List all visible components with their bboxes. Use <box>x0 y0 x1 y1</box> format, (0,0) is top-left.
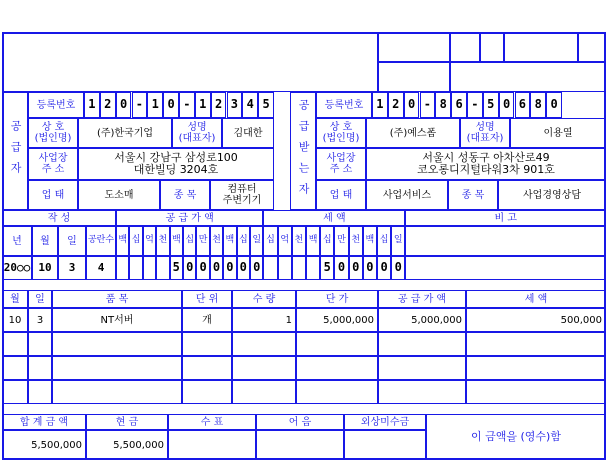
tax-digit: 5 <box>320 256 334 280</box>
summary-month-header: 월 <box>32 226 58 256</box>
supplier-reg-digit: 3 <box>227 92 243 118</box>
buyer-rep-label: 성명 (대표자) <box>460 118 510 148</box>
tax-place-header: 십 <box>377 226 391 256</box>
serial-value <box>450 62 606 92</box>
buyer-type-label: 업 태 <box>316 180 366 210</box>
summary-day: 3 <box>58 256 86 280</box>
tax-place-header: 천 <box>292 226 306 256</box>
footer-cash-header: 현 금 <box>86 414 168 430</box>
items-row-tax: 500,000 <box>466 308 606 332</box>
footer-cash-value: 5,500,000 <box>86 430 168 460</box>
num-unit <box>578 32 606 62</box>
items-header-price: 단 가 <box>296 290 378 308</box>
tax-digit <box>278 256 292 280</box>
buyer-reg-digit: 8 <box>435 92 451 118</box>
buyer-name-label: 상 호 (법인명) <box>316 118 366 148</box>
buyer-reg-digit: - <box>467 92 483 118</box>
items-row-tax <box>466 356 606 380</box>
items-row-month <box>2 380 28 404</box>
items-row-qty <box>232 356 296 380</box>
buyer-reg-digit: 5 <box>483 92 499 118</box>
items-row-unit <box>182 332 232 356</box>
buyer-addr-value: 서울시 성동구 아차산로49 코오롱디지털타워3차 901호 <box>366 148 606 180</box>
buyer-reg-digit: 1 <box>372 92 388 118</box>
tax-digit: 0 <box>349 256 363 280</box>
buyer-addr-label: 사업장 주 소 <box>316 148 366 180</box>
tax-digit <box>306 256 320 280</box>
supply-digit: 0 <box>237 256 250 280</box>
supply-digit: 0 <box>250 256 263 280</box>
supplier-side-label: 공급자 <box>2 92 28 210</box>
footer-total-value: 5,500,000 <box>2 430 86 460</box>
supply-digit <box>129 256 142 280</box>
items-row-name <box>52 356 182 380</box>
footer-check-header: 수 표 <box>168 414 256 430</box>
vol-value <box>450 32 480 62</box>
supplier-reg-digit: 2 <box>100 92 116 118</box>
supply-digit <box>156 256 169 280</box>
items-row-unit: 개 <box>182 308 232 332</box>
tax-place-header: 만 <box>334 226 348 256</box>
tax-place-header: 백 <box>363 226 377 256</box>
supply-place-header: 십 <box>129 226 142 256</box>
supply-place-header: 일 <box>250 226 263 256</box>
tax-digit <box>292 256 306 280</box>
summary-year-header: 년 <box>2 226 32 256</box>
summary-tax-header: 세 액 <box>263 210 405 226</box>
items-header-tax: 세 액 <box>466 290 606 308</box>
supplier-reg-digit: 4 <box>242 92 258 118</box>
items-row-qty <box>232 380 296 404</box>
supply-place-header: 억 <box>143 226 156 256</box>
supplier-reg-digit: 2 <box>211 92 227 118</box>
buyer-reg-digit: - <box>420 92 436 118</box>
items-row-month: 10 <box>2 308 28 332</box>
num-value <box>504 32 578 62</box>
supplier-type-value: 도소매 <box>78 180 160 210</box>
buyer-reg-digit: 6 <box>515 92 531 118</box>
items-row-supply: 5,000,000 <box>378 308 466 332</box>
items-row-name <box>52 380 182 404</box>
buyer-reg-digit: 6 <box>451 92 467 118</box>
items-row-day <box>28 356 52 380</box>
items-row-price <box>296 356 378 380</box>
vol-unit <box>480 32 504 62</box>
supplier-rep-label: 성명 (대표자) <box>172 118 222 148</box>
supply-digit <box>116 256 129 280</box>
items-row-supply <box>378 332 466 356</box>
summary-note-space <box>405 226 606 256</box>
supplier-reg-digit: 1 <box>195 92 211 118</box>
items-row-tax <box>466 380 606 404</box>
supplier-name-label: 상 호 (법인명) <box>28 118 78 148</box>
items-row-month <box>2 332 28 356</box>
supply-place-header: 십 <box>237 226 250 256</box>
tax-digit <box>263 256 277 280</box>
supplier-reg-digit: 1 <box>84 92 100 118</box>
items-row-month <box>2 356 28 380</box>
supply-digit <box>143 256 156 280</box>
supplier-addr-label: 사업장 주 소 <box>28 148 78 180</box>
tax-place-header: 천 <box>349 226 363 256</box>
supplier-reg-digit: - <box>132 92 148 118</box>
supply-place-header: 백 <box>170 226 183 256</box>
supplier-reg-digit: - <box>179 92 195 118</box>
supplier-reg-digit: 0 <box>163 92 179 118</box>
tax-digit: 0 <box>391 256 405 280</box>
supplier-reg-label: 등록번호 <box>28 92 84 118</box>
items-header-qty: 수 량 <box>232 290 296 308</box>
buyer-item-value: 사업경영상담 <box>498 180 606 210</box>
supply-digit: 0 <box>210 256 223 280</box>
summary-note-value <box>405 256 606 280</box>
buyer-item-label: 종 목 <box>448 180 498 210</box>
title-cell <box>2 32 378 92</box>
items-header-name: 품 목 <box>52 290 182 308</box>
summary-day-header: 일 <box>58 226 86 256</box>
items-row-price: 5,000,000 <box>296 308 378 332</box>
summary-year: 20○○ <box>2 256 32 280</box>
supply-digit: 0 <box>183 256 196 280</box>
summary-write-header: 작 성 <box>2 210 116 226</box>
items-row-tax <box>466 332 606 356</box>
supplier-name-value: (주)한국기업 <box>78 118 172 148</box>
vol-label <box>378 32 450 62</box>
items-row-supply <box>378 356 466 380</box>
tax-digit: 0 <box>363 256 377 280</box>
supply-place-header: 만 <box>196 226 209 256</box>
tax-place-header: 억 <box>278 226 292 256</box>
footer-bill-value <box>256 430 344 460</box>
items-row-unit <box>182 356 232 380</box>
tax-place-header: 십 <box>263 226 277 256</box>
items-row-day: 3 <box>28 308 52 332</box>
items-row-supply <box>378 380 466 404</box>
items-header-supply: 공 급 가 액 <box>378 290 466 308</box>
summary-note-header: 비 고 <box>405 210 606 226</box>
items-header-unit: 단 위 <box>182 290 232 308</box>
supply-digit: 5 <box>170 256 183 280</box>
summary-supply-header: 공 급 가 액 <box>116 210 263 226</box>
summary-month: 10 <box>32 256 58 280</box>
supplier-reg-digit: 0 <box>116 92 132 118</box>
footer-total-header: 합 계 금 액 <box>2 414 86 430</box>
items-row-unit <box>182 380 232 404</box>
buyer-reg-digit: 0 <box>499 92 515 118</box>
supply-place-header: 천 <box>156 226 169 256</box>
items-row-qty <box>232 332 296 356</box>
supply-place-header: 백 <box>223 226 236 256</box>
supplier-item-value: 컴퓨터 주변기기 <box>210 180 274 210</box>
items-row-day <box>28 332 52 356</box>
buyer-reg-digit: 2 <box>388 92 404 118</box>
footer-statement: 이 금액을 (영수)함 <box>426 414 606 460</box>
tax-place-header: 일 <box>391 226 405 256</box>
supplier-reg-digit: 1 <box>147 92 163 118</box>
items-row-price <box>296 380 378 404</box>
supplier-type-label: 업 태 <box>28 180 78 210</box>
footer-credit-value <box>344 430 426 460</box>
buyer-name-value: (주)예스폼 <box>366 118 460 148</box>
items-row-name: NT서버 <box>52 308 182 332</box>
supply-place-header: 백 <box>116 226 129 256</box>
supply-digit: 0 <box>223 256 236 280</box>
buyer-reg-digit: 0 <box>404 92 420 118</box>
supply-place-header: 천 <box>210 226 223 256</box>
tax-place-header: 십 <box>320 226 334 256</box>
items-row-qty: 1 <box>232 308 296 332</box>
items-row-name <box>52 332 182 356</box>
footer-credit-header: 외상미수금 <box>344 414 426 430</box>
footer-bill-header: 어 음 <box>256 414 344 430</box>
items-header-month: 월 <box>2 290 28 308</box>
buyer-reg-digit: 0 <box>546 92 562 118</box>
buyer-reg-label: 등록번호 <box>316 92 372 118</box>
footer-check-value <box>168 430 256 460</box>
summary-blank-header: 공란수 <box>86 226 116 256</box>
supplier-addr-value: 서울시 강남구 삼성로100 대한빌딩 3204호 <box>78 148 274 180</box>
supplier-rep-value: 김대한 <box>222 118 274 148</box>
supplier-item-label: 종 목 <box>160 180 210 210</box>
tax-digit: 0 <box>334 256 348 280</box>
supply-digit: 0 <box>196 256 209 280</box>
items-row-price <box>296 332 378 356</box>
serial-label <box>378 62 450 92</box>
buyer-side-label: 공급받는자 <box>290 92 316 210</box>
supply-place-header: 십 <box>183 226 196 256</box>
tax-digit: 0 <box>377 256 391 280</box>
items-row-day <box>28 380 52 404</box>
buyer-reg-digit: 8 <box>530 92 546 118</box>
buyer-rep-value: 이용열 <box>510 118 606 148</box>
summary-blank: 4 <box>86 256 116 280</box>
items-header-day: 일 <box>28 290 52 308</box>
buyer-type-value: 사업서비스 <box>366 180 448 210</box>
supplier-reg-digit: 5 <box>258 92 274 118</box>
tax-place-header: 백 <box>306 226 320 256</box>
